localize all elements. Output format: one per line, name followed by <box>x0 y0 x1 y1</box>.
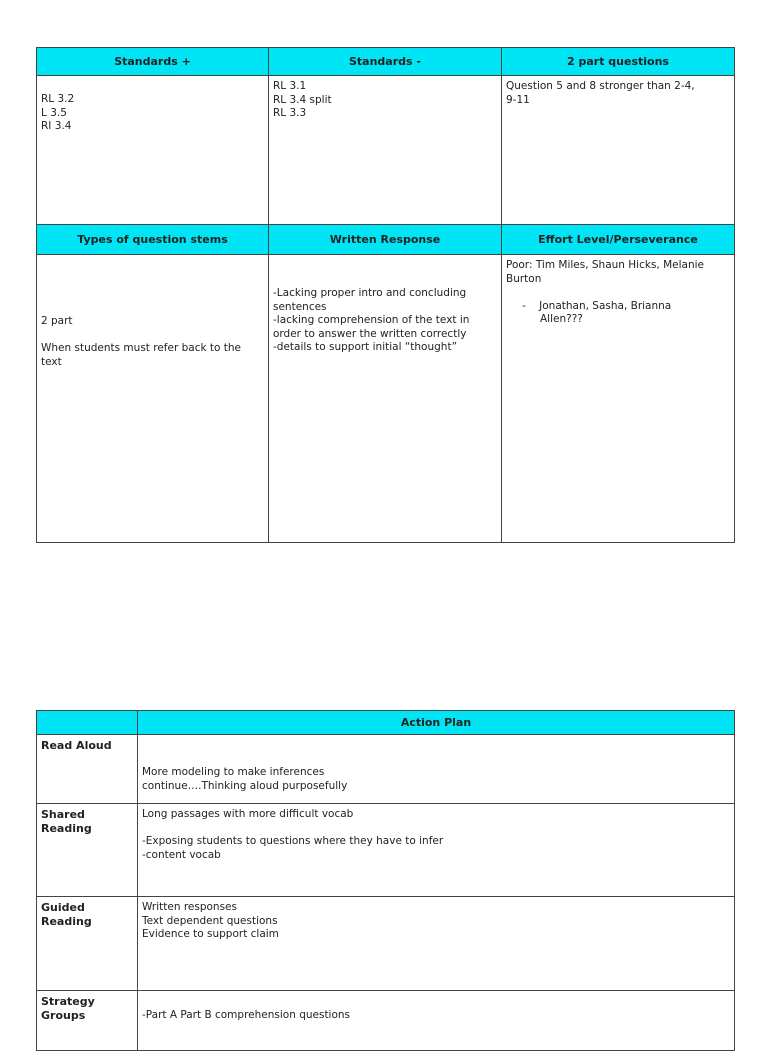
cell-standards-minus <box>269 76 502 225</box>
text-line: Poor: Tim Miles, Shaun Hicks, Melanie <box>506 259 705 271</box>
text-line: More modeling to make inferences <box>142 766 325 778</box>
label-line: Reading <box>41 915 92 928</box>
header-written-response: Written Response <box>269 225 502 255</box>
text-line: sentences <box>273 300 327 313</box>
text-line: Text dependent questions <box>142 914 278 927</box>
row-label-strategy-groups: Strategy Groups <box>37 991 138 1051</box>
text-line: RL 3.2 <box>41 93 75 105</box>
cell-strategy-groups <box>138 991 735 1051</box>
text-line: RL 3.3 <box>273 107 307 119</box>
text-line: -Part A Part B comprehension questions <box>142 1009 351 1021</box>
text-line: Question 5 and 8 stronger than 2-4, <box>506 80 695 92</box>
text-line: continue….Thinking aloud purposefully <box>142 779 348 792</box>
cell-written-response <box>269 255 502 543</box>
text-line: When students must refer back to the <box>41 342 242 354</box>
cell-guided-reading <box>138 897 735 991</box>
text-line: 9-11 <box>506 93 530 106</box>
cell-effort-level <box>502 255 735 543</box>
header-blank <box>37 711 138 735</box>
text-line: 2 part <box>41 315 73 327</box>
text-line: Allen??? <box>540 313 583 325</box>
header-standards-minus: Standards - <box>269 48 502 76</box>
text-line: -Lacking proper intro and concluding <box>273 287 467 299</box>
header-question-stems: Types of question stems <box>37 225 269 255</box>
text-line: -lacking comprehension of the text in <box>273 314 470 326</box>
cell-read-aloud <box>138 735 735 804</box>
text-line: RI 3.4 <box>41 120 72 132</box>
text-line: -Exposing students to questions where they have to infer <box>142 835 444 847</box>
text-line: order to answer the written correctly <box>273 327 467 340</box>
analysis-table <box>36 47 735 543</box>
text-line: RL 3.1 <box>273 80 307 92</box>
header-action-plan: Action Plan <box>138 711 735 735</box>
text-line: - Jonathan, Sasha, Brianna <box>522 299 672 312</box>
cell-shared-reading <box>138 804 735 897</box>
header-effort-level: Effort Level/Perseverance <box>502 225 735 255</box>
text-line: L 3.5 <box>41 106 67 119</box>
label-line: Guided <box>41 901 85 914</box>
row-label-guided-reading <box>37 897 138 991</box>
text-line: -content vocab <box>142 848 221 861</box>
row-label-shared-reading: Shared Reading <box>37 804 138 897</box>
cell-two-part-questions <box>502 76 735 225</box>
cell-question-stems <box>37 255 269 543</box>
text-line: text <box>41 355 62 368</box>
text-line: Long passages with more difficult vocab <box>142 808 354 820</box>
header-two-part-questions: 2 part questions <box>502 48 735 76</box>
text-line: Evidence to support claim <box>142 928 279 940</box>
action-plan-table <box>36 710 735 1051</box>
cell-standards-plus <box>37 76 269 225</box>
text-line: Burton <box>506 272 542 285</box>
text-line: RL 3.4 split <box>273 93 332 106</box>
row-label-read-aloud: Read Aloud <box>37 735 138 804</box>
header-standards-plus: Standards + <box>37 48 269 76</box>
text-line: Written responses <box>142 901 237 913</box>
text-line: -details to support initial “thought” <box>273 341 458 353</box>
